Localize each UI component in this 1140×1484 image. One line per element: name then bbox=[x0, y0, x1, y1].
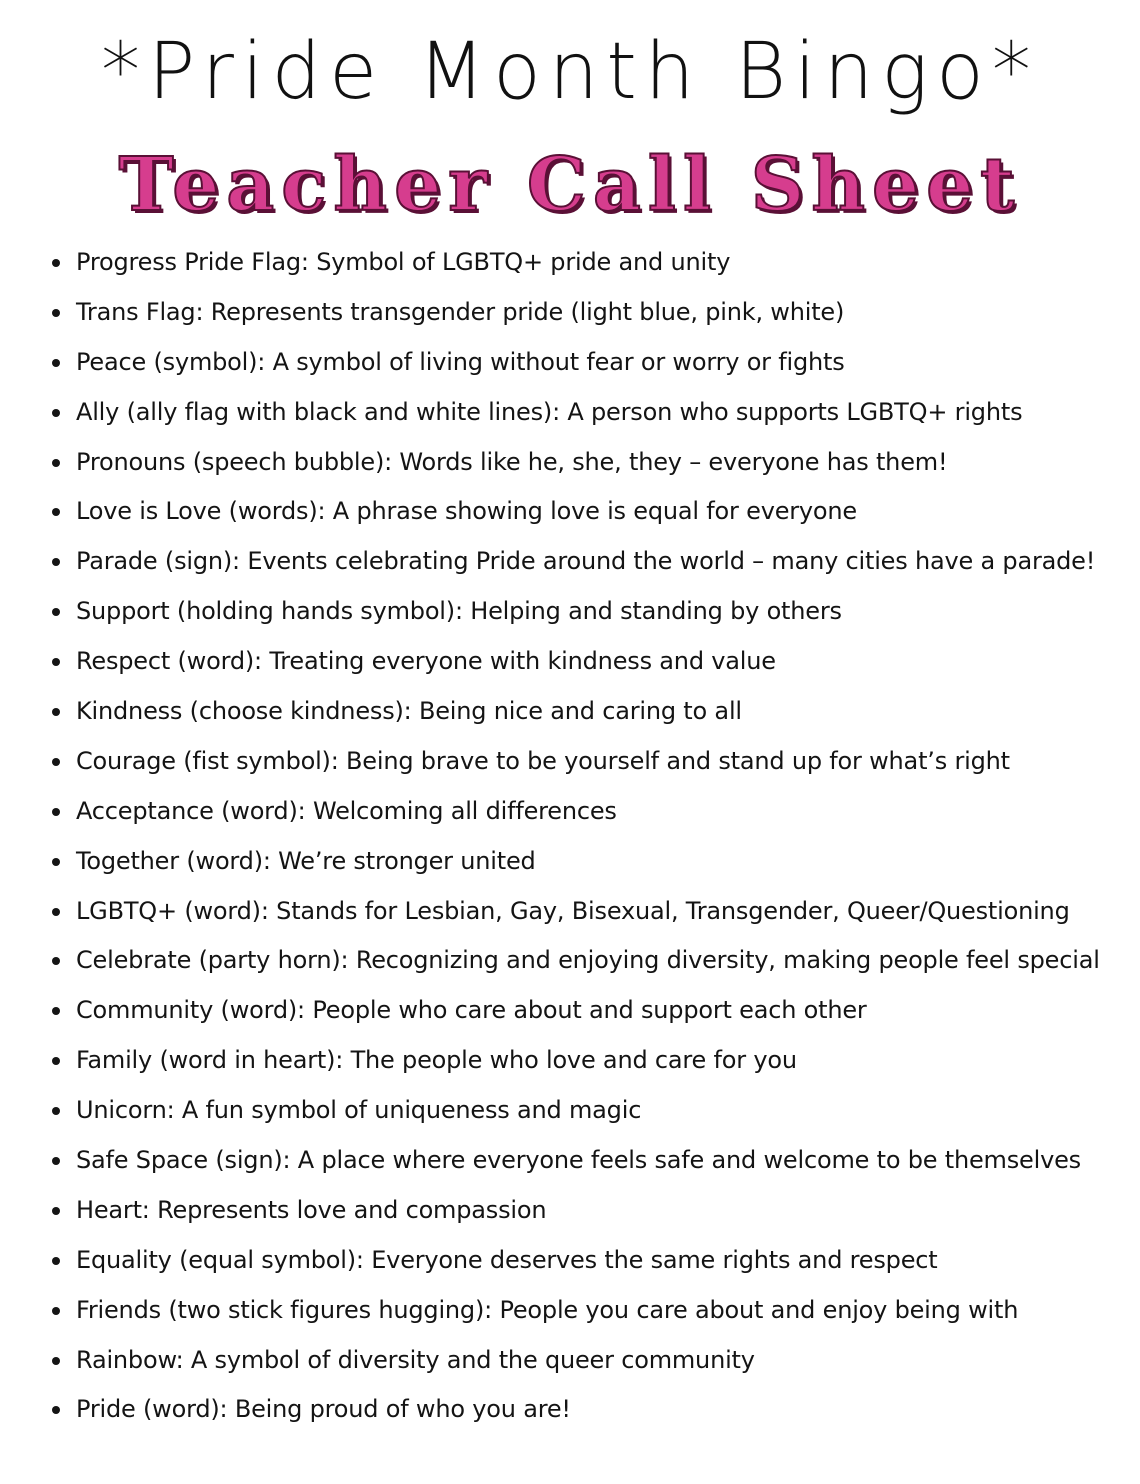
list-item-text: Heart: Represents love and compassion bbox=[76, 1195, 547, 1224]
list-item-text: Friends (two stick figures hugging): People you care about and enjoy being with bbox=[76, 1295, 1019, 1324]
list-item-text: Together (word): We’re stronger united bbox=[76, 846, 536, 875]
list-item-text: LGBTQ+ (word): Stands for Lesbian, Gay, Bisexual, Transgender, Queer/Questioning bbox=[76, 896, 1070, 925]
bullet-icon bbox=[52, 1057, 60, 1065]
list-item-text: Courage (fist symbol): Being brave to be yourself and stand up for what’s right bbox=[76, 746, 1010, 775]
list-item bbox=[52, 1186, 1122, 1236]
list-item bbox=[52, 487, 1122, 537]
list-item-text: Acceptance (word): Welcoming all differences bbox=[76, 796, 617, 825]
list-item bbox=[52, 787, 1122, 837]
list-item bbox=[52, 1236, 1122, 1286]
list-item-text: Trans Flag: Represents transgender pride (light blue, pink, white) bbox=[76, 297, 845, 326]
bullet-icon bbox=[52, 1207, 60, 1215]
list-item-text: Community (word): People who care about and support each other bbox=[76, 996, 867, 1025]
bullet-icon bbox=[52, 1307, 60, 1315]
list-item-text: Parade (sign): Events celebrating Pride around the world – many cities have a parade! bbox=[76, 547, 1096, 576]
list-item-text: Love is Love (words): A phrase showing love is equal for everyone bbox=[76, 497, 857, 526]
page-title: *Pride Month Bingo* bbox=[101, 27, 1039, 117]
list-item bbox=[52, 687, 1122, 737]
list-item bbox=[52, 438, 1122, 488]
list-item-text: Rainbow: A symbol of diversity and the queer community bbox=[76, 1345, 755, 1374]
bullet-icon bbox=[52, 1257, 60, 1265]
list-item-text: Support (holding hands symbol): Helping and standing by others bbox=[76, 597, 842, 626]
list-item bbox=[52, 587, 1122, 637]
list-item bbox=[52, 1286, 1122, 1336]
bullet-icon bbox=[52, 658, 60, 666]
list-item bbox=[52, 837, 1122, 887]
bullet-icon bbox=[52, 708, 60, 716]
bullet-icon bbox=[52, 508, 60, 516]
list-item bbox=[52, 887, 1122, 937]
bullet-icon bbox=[52, 758, 60, 766]
list-item bbox=[52, 288, 1122, 338]
list-item bbox=[52, 637, 1122, 687]
list-item bbox=[52, 1336, 1122, 1386]
bullet-icon bbox=[52, 309, 60, 317]
list-item-text: Ally (ally flag with black and white lines): A person who supports LGBTQ+ rights bbox=[76, 397, 1023, 426]
list-item bbox=[52, 1086, 1122, 1136]
list-item bbox=[52, 338, 1122, 388]
list-item bbox=[52, 1036, 1122, 1086]
list-item-text: Kindness (choose kindness): Being nice and caring to all bbox=[76, 697, 742, 726]
list-item-text: Equality (equal symbol): Everyone deserves the same rights and respect bbox=[76, 1245, 938, 1274]
list-item bbox=[52, 238, 1122, 288]
list-item-text: Family (word in heart): The people who love and care for you bbox=[76, 1046, 797, 1075]
list-item-text: Unicorn: A fun symbol of uniqueness and magic bbox=[76, 1096, 642, 1125]
bullet-icon bbox=[52, 1357, 60, 1365]
list-item bbox=[52, 737, 1122, 787]
bullet-icon bbox=[52, 808, 60, 816]
call-list bbox=[52, 238, 1122, 1435]
list-item bbox=[52, 388, 1122, 438]
bullet-icon bbox=[52, 409, 60, 417]
bullet-icon bbox=[52, 858, 60, 866]
bullet-icon bbox=[52, 1406, 60, 1414]
bullet-icon bbox=[52, 558, 60, 566]
list-item-text: Progress Pride Flag: Symbol of LGBTQ+ pride and unity bbox=[76, 248, 731, 276]
bullet-icon bbox=[52, 259, 60, 267]
list-item bbox=[52, 537, 1122, 587]
list-item bbox=[52, 936, 1122, 986]
list-item-text: Pride (word): Being proud of who you are! bbox=[76, 1395, 571, 1424]
bullet-icon bbox=[52, 1007, 60, 1015]
list-item bbox=[52, 1136, 1122, 1186]
bullet-icon bbox=[52, 908, 60, 916]
list-item bbox=[52, 1385, 1122, 1435]
bullet-icon bbox=[52, 359, 60, 367]
list-item-text: Pronouns (speech bubble): Words like he, she, they – everyone has them! bbox=[76, 447, 948, 476]
bullet-icon bbox=[52, 1157, 60, 1165]
list-item-text: Peace (symbol): A symbol of living without fear or worry or fights bbox=[76, 347, 845, 376]
page-subtitle: Teacher Call Sheet bbox=[118, 142, 1022, 228]
list-item-text: Safe Space (sign): A place where everyone feels safe and welcome to be themselves bbox=[76, 1146, 1081, 1175]
bullet-icon bbox=[52, 957, 60, 965]
list-item bbox=[52, 986, 1122, 1036]
bullet-icon bbox=[52, 608, 60, 616]
bullet-icon bbox=[52, 1107, 60, 1115]
list-item-text: Respect (word): Treating everyone with kindness and value bbox=[76, 647, 776, 676]
list-item-text: Celebrate (party horn): Recognizing and enjoying diversity, making people feel special bbox=[76, 946, 1100, 975]
bullet-icon bbox=[52, 459, 60, 467]
